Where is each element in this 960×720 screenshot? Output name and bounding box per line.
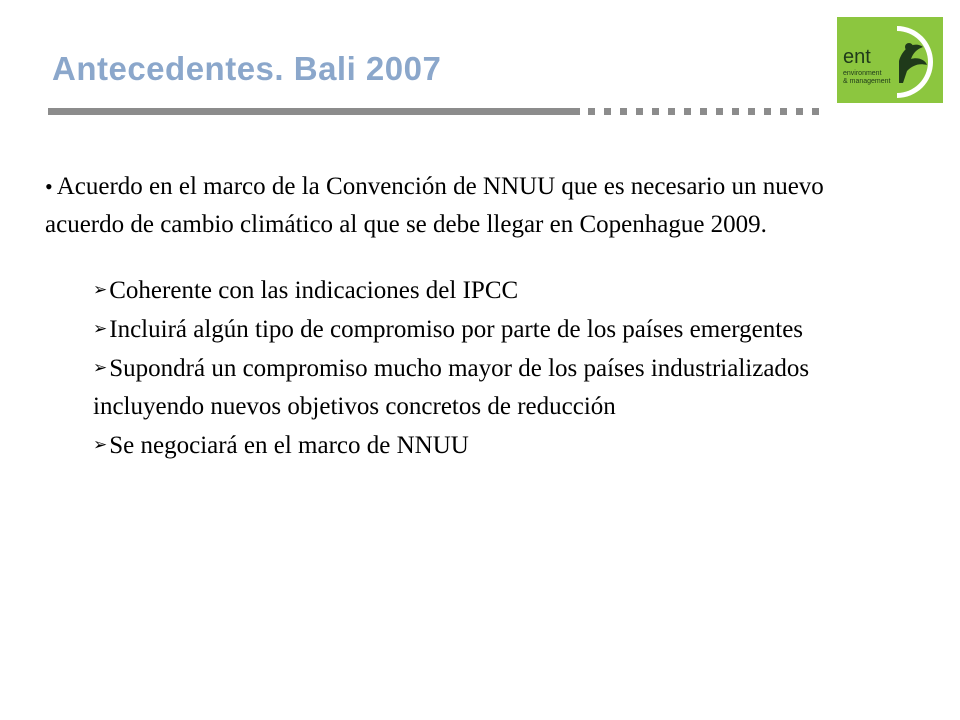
bullet-dot-icon: •	[45, 174, 53, 199]
logo-line2: & management	[843, 78, 891, 85]
arrow-bullet-icon: ➢	[93, 280, 108, 299]
main-bullet	[45, 168, 865, 244]
arrow-bullet-icon: ➢	[93, 319, 108, 338]
main-bullet-text: Acuerdo en el marco de la Convención de NNUU que es necesario un nuevo acuerdo de cambio climático al que se debe llegar en Copenhague 2009.	[45, 173, 824, 238]
sub-bullet-item	[93, 310, 865, 349]
arrow-bullet-icon: ➢	[93, 435, 108, 454]
logo-line1: environment	[843, 70, 882, 77]
sub-bullet-item	[93, 426, 865, 465]
title-dotted-rule	[588, 108, 838, 115]
sub-bullet-list	[93, 271, 865, 465]
slide-body	[45, 168, 865, 465]
logo-mark-icon	[837, 17, 943, 103]
company-logo	[837, 17, 943, 103]
logo-text: ent	[843, 46, 871, 68]
sub-bullet-item	[93, 349, 865, 426]
sub-bullet-text: Coherente con las indicaciones del IPCC	[109, 277, 519, 304]
slide-title: Antecedentes. Bali 2007	[52, 50, 442, 87]
sub-bullet-text: Incluirá algún tipo de compromiso por parte de los países emergentes	[109, 316, 804, 343]
sub-bullet-text: Se negociará en el marco de NNUU	[109, 432, 469, 459]
sub-bullet-item	[93, 271, 865, 310]
sub-bullet-text: Supondrá un compromiso mucho mayor de los países industrializados incluyendo nuevos objetivos concretos de reducción	[93, 355, 810, 420]
title-underline	[48, 108, 580, 115]
arrow-bullet-icon: ➢	[93, 358, 108, 377]
